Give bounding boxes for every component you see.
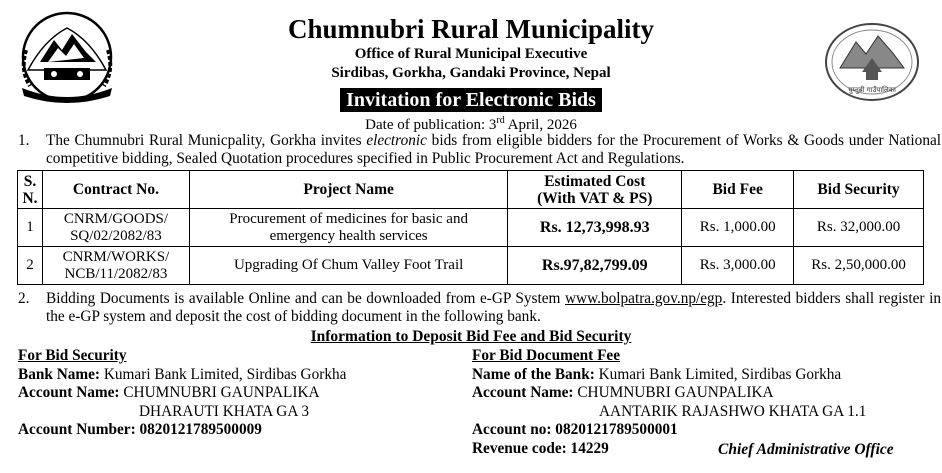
- cell-fee: Rs. 1,000.00: [682, 209, 794, 247]
- egp-link[interactable]: www.bolpatra.gov.np/egp: [565, 290, 723, 307]
- paragraph-number: 2.: [18, 290, 30, 307]
- cell-sn: 2: [18, 247, 43, 285]
- paragraph-text: The Chumnubri Rural Municpality, Gorkha invites electronic bids from eligible bidders for the Procurement of Works & Goods under National competitive bidding, Sealed Quotation procedures specified in Public Procurement Act and Regulations.: [46, 132, 942, 167]
- office-address: Sirdibas, Gorkha, Gandaki Province, Nepal: [331, 65, 611, 81]
- cell-sn: 1: [18, 209, 43, 247]
- notice-title: Invitation for Electronic Bids: [340, 88, 602, 112]
- account-name-line: Account Name: CHUMNUBRI GAUNPALIKA: [18, 384, 320, 402]
- cell-contract: CNRM/WORKS/ NCB/11/2082/83: [42, 247, 189, 285]
- account-name-line-2: AANTARIK RAJASHWO KHATA GA 1.1: [599, 402, 867, 420]
- signature-chief-administrative-office: Chief Administrative Office: [718, 441, 894, 458]
- bids-table: [17, 170, 924, 285]
- seal-text: चुम्नुब्री गाउँपालिका: [848, 86, 896, 94]
- notice-title-banner: [0, 88, 942, 112]
- header-project: Project Name: [189, 171, 507, 209]
- cell-fee: Rs. 3,000.00: [682, 247, 794, 285]
- municipality-title: Chumnubri Rural Municipality: [287, 14, 655, 44]
- table-row: [18, 209, 924, 247]
- cell-contract: CNRM/GOODS/ SQ/02/2082/83: [42, 209, 189, 247]
- cell-project: Upgrading Of Chum Valley Foot Trail: [189, 247, 507, 285]
- account-number-line: Account Number: 0820121789500009: [18, 421, 262, 439]
- table-header-row: [18, 171, 924, 209]
- header-fee: Bid Fee: [682, 171, 794, 209]
- header-sn: S. N.: [18, 171, 43, 209]
- account-no-line: Account no: 0820121789500001: [472, 421, 678, 439]
- cell-security: Rs. 2,50,000.00: [794, 247, 924, 285]
- paragraph-number: 1.: [18, 132, 30, 149]
- header-security: Bid Security: [794, 171, 924, 209]
- header-contract: Contract No.: [42, 171, 189, 209]
- paragraph-text: Bidding Documents is available Online and can be downloaded from e-GP System www.bolpatra.gov.np/egp. Interested bidders shall register in the e-GP system and deposit the cost of bidding document in the following bank.: [46, 290, 941, 325]
- cell-cost: Rs.97,82,799.09: [508, 247, 682, 285]
- deposit-info-heading: Information to Deposit Bid Fee and Bid Security: [310, 328, 632, 345]
- table-row: [18, 247, 924, 285]
- account-name-line-2: DHARAUTI KHATA GA 3: [139, 402, 310, 420]
- header-cost: Estimated Cost (With VAT & PS): [508, 171, 682, 209]
- bid-security-block: [18, 347, 458, 440]
- cell-security: Rs. 32,000.00: [794, 209, 924, 247]
- account-name-line: Account Name: CHUMNUBRI GAUNPALIKA: [472, 384, 774, 402]
- bank-name-line: Name of the Bank: Kumari Bank Limited, Sirdibas Gorkha: [472, 365, 842, 383]
- document-fee-heading: For Bid Document Fee: [472, 347, 620, 364]
- cell-cost: Rs. 12,73,998.93: [508, 209, 682, 247]
- bid-security-heading: For Bid Security: [18, 347, 127, 364]
- office-name: Office of Rural Municipal Executive: [354, 46, 588, 62]
- publication-date: Date of publication: 3rd April, 2026: [365, 115, 577, 133]
- cell-project: Procurement of medicines for basic and emergency health services: [189, 209, 507, 247]
- bank-name-line: Bank Name: Kumari Bank Limited, Sirdibas Gorkha: [18, 365, 347, 383]
- revenue-code-line: Revenue code: 14229: [472, 439, 609, 457]
